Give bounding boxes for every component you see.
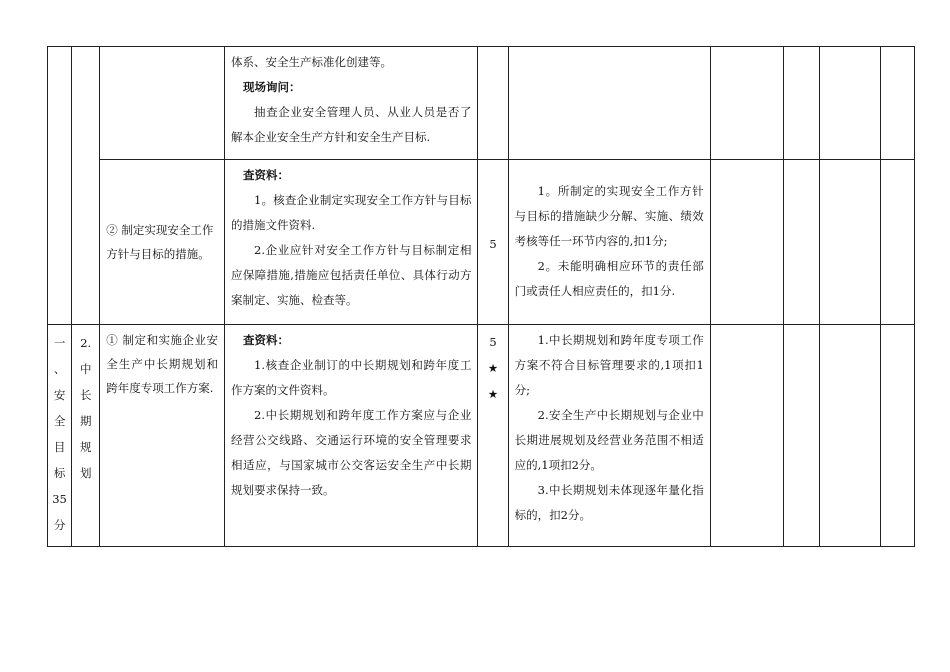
blank-cell [710,47,783,160]
method-line: 2.中长期规划和跨年度工作方案应与企业经营公交线路、交通运行环境的安全管理要求相适应，与国家城市公交客运安全生产中长期规划要求保持一致。 [231,408,472,497]
blank-cell [784,47,820,160]
criteria-line: 1.中长期规划和跨年度专项工作方案不符合目标管理要求的,1项扣1分; [514,333,704,397]
star-icon: ★ [487,361,499,375]
blank-cell [880,160,914,325]
table-row [48,325,915,547]
blank-cell [820,325,880,547]
inquiry-heading: 现场询问： [243,80,301,94]
subcategory-cell [72,325,100,547]
blank-cell [880,47,914,160]
method-cell [225,325,478,547]
criteria-cell [508,160,710,325]
category-cell [48,325,72,547]
score-cell [478,47,508,160]
score-cell [478,325,508,547]
item-cell [100,47,225,160]
category-cell [48,47,72,325]
criteria-line: 1。所制定的实现安全工作方针与目标的措施缺少分解、实施、绩效考核等任一环节内容的,扣1分; [514,184,704,248]
method-line: 2.企业应针对安全工作方针与目标制定相应保障措施,措施应包括责任单位、具体行动方案制定、实施、检查等。 [231,243,472,307]
item-cell [100,325,225,547]
subcategory-label: 2. 中 长 期 规 划 [79,336,92,480]
method-heading: 查资料： [243,168,289,182]
blank-cell [710,325,783,547]
method-cell [225,160,478,325]
method-cell [225,47,478,160]
method-heading: 查资料： [243,333,289,347]
criteria-line: 2。未能明确相应环节的责任部门或责任人相应责任的，扣1分. [514,259,704,298]
criteria-line: 3.中长期规划未体现逐年量化指标的，扣2分。 [514,483,704,522]
blank-cell [820,160,880,325]
score-cell [478,160,508,325]
blank-cell [820,47,880,160]
blank-cell [710,160,783,325]
table-row [48,47,915,160]
blank-cell [880,325,914,547]
star-icon: ★ [487,387,499,401]
assessment-table [47,46,915,547]
item-text: ② 制定实现安全工作方针与目标的措施。 [106,222,214,261]
blank-cell [784,160,820,325]
method-line: 体系、安全生产标准化创建等。 [231,55,392,69]
score-value: 5 [489,335,497,349]
inquiry-line: 抽查企业安全管理人员、从业人员是否了解本企业安全生产方针和安全生产目标. [231,105,472,144]
blank-cell [784,325,820,547]
criteria-cell [508,325,710,547]
table-row [48,160,915,325]
subcategory-cell [72,47,100,325]
criteria-line: 2.安全生产中长期规划与企业中长期进展规划及经营业务范围不相适应的,1项扣2分。 [514,408,704,472]
method-line: 1。核查企业制定实现安全工作方针与目标的措施文件资料. [231,193,472,232]
method-line: 1.核查企业制订的中长期规划和跨年度工作方案的文件资料。 [231,358,472,397]
criteria-cell [508,47,710,160]
item-text: ① 制定和实施企业安全生产中长期规划和跨年度专项工作方案. [106,333,218,395]
category-label: 一 、 安 全 目 标 35 分 [52,336,67,532]
item-cell [100,160,225,325]
score-value: 5 [489,237,497,251]
